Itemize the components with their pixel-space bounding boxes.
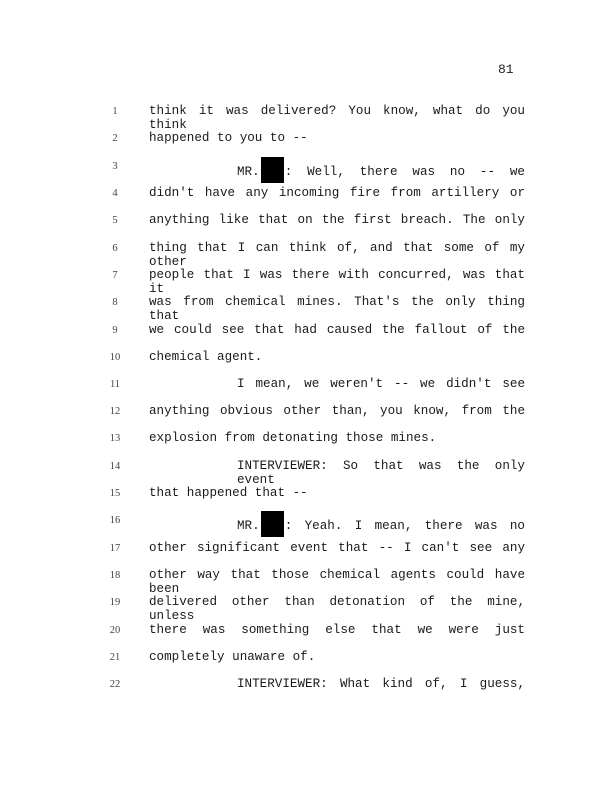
line-number: 3	[112, 161, 118, 172]
transcript-line: explosion from detonating those mines.	[149, 431, 437, 445]
line-number: 5	[112, 215, 118, 226]
transcript-line: we could see that had caused the fallout of the	[149, 323, 525, 337]
line-number: 9	[112, 325, 118, 336]
transcript-line: happened to you to --	[149, 131, 308, 145]
line-number: 17	[109, 543, 121, 554]
transcript-line: think it was delivered? You know, what do you think	[149, 104, 525, 132]
line-number: 15	[109, 488, 121, 499]
transcript-line: I mean, we weren't -- we didn't see	[237, 377, 525, 391]
line-number: 4	[112, 188, 118, 199]
line-number: 18	[109, 570, 121, 581]
transcript-line	[149, 159, 525, 185]
transcript-line: there was something else that we were just	[149, 623, 525, 637]
line-number: 7	[112, 270, 118, 281]
line-number: 21	[109, 652, 121, 663]
transcript-line: other way that those chemical agents could have been	[149, 568, 525, 596]
transcript-line	[149, 513, 525, 539]
line-number: 6	[112, 243, 118, 254]
transcript-line: anything obvious other than, you know, from the	[149, 404, 525, 418]
line-number: 2	[112, 133, 118, 144]
transcript-line: completely unaware of.	[149, 650, 316, 664]
transcript-line: delivered other than detonation of the mine, unless	[149, 595, 525, 623]
line-number: 10	[109, 352, 121, 363]
speaker-label: MR.	[237, 519, 260, 533]
line-number: 12	[109, 406, 121, 417]
transcript-line: INTERVIEWER: What kind of, I guess,	[237, 677, 525, 691]
transcript-line: that happened that --	[149, 486, 308, 500]
redaction-box	[261, 157, 284, 183]
transcript-line: INTERVIEWER: So that was the only event	[237, 459, 525, 487]
line-number: 22	[109, 679, 121, 690]
line-number: 1	[112, 106, 118, 117]
line-number: 8	[112, 297, 118, 308]
transcript-line: people that I was there with concurred, was that it	[149, 268, 525, 296]
line-number: 13	[109, 433, 121, 444]
transcript-line: other significant event that -- I can't see any	[149, 541, 525, 555]
line-number: 14	[109, 461, 121, 472]
speaker-label: MR.	[237, 165, 260, 179]
line-number: 11	[109, 379, 121, 390]
line-number: 20	[109, 625, 121, 636]
transcript-line: thing that I can think of, and that some of my other	[149, 241, 525, 269]
page-number: 81	[498, 62, 514, 77]
speaker-text: : Well, there was no -- we	[284, 165, 525, 179]
line-number: 16	[109, 515, 121, 526]
line-number: 19	[109, 597, 121, 608]
transcript-line: anything like that on the first breach. The only	[149, 213, 525, 227]
transcript-line: didn't have any incoming fire from artillery or	[149, 186, 525, 200]
transcript-line: chemical agent.	[149, 350, 263, 364]
speaker-text: : Yeah. I mean, there was no	[284, 519, 525, 533]
transcript-line: was from chemical mines. That's the only thing that	[149, 295, 525, 323]
redaction-box	[261, 511, 284, 537]
